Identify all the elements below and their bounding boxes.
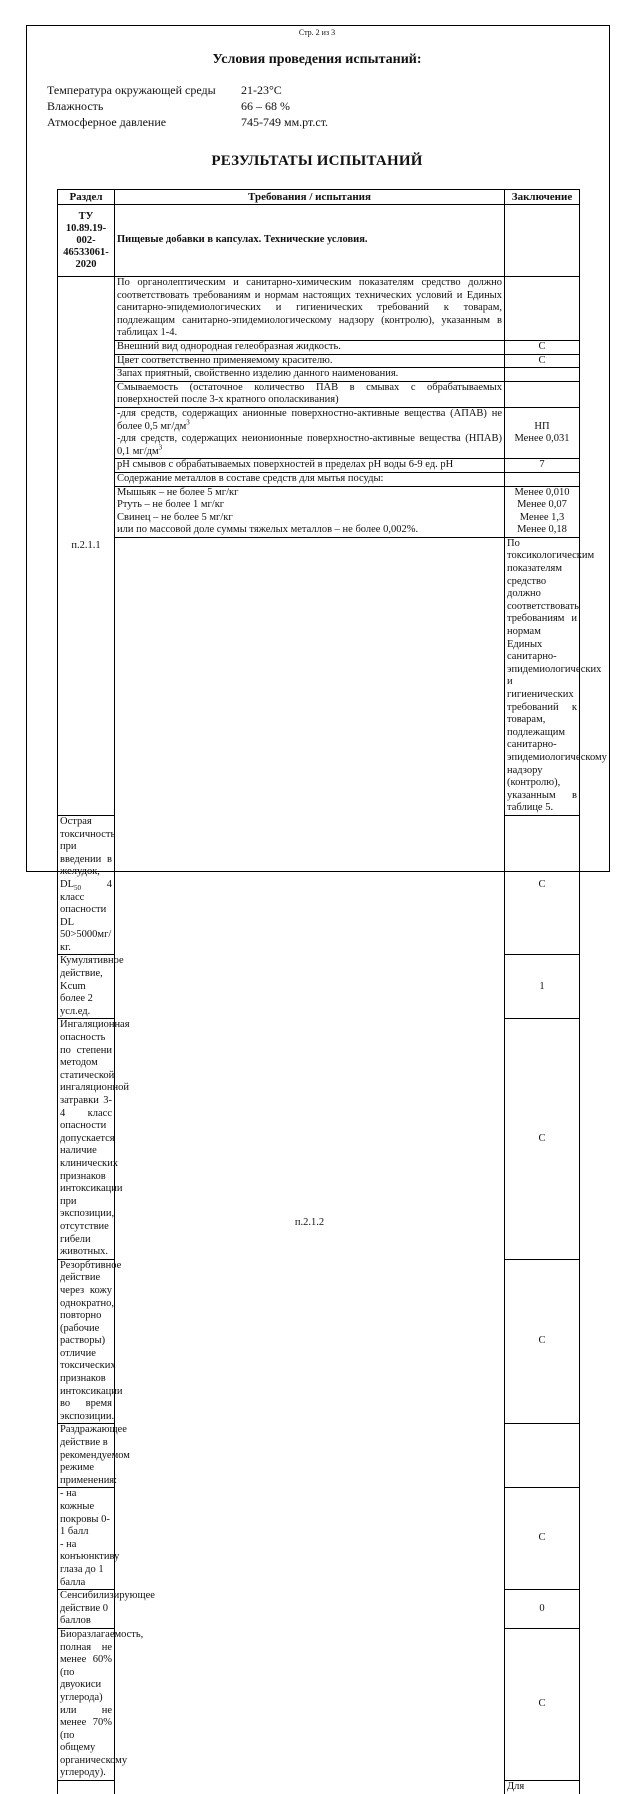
requirement-cell: Кумулятивное действие, Kcum более 2 усл.ед. [58,955,115,1019]
condition-value: 66 – 68 % [241,99,290,113]
table-row [58,459,580,473]
header-section: Раздел [58,190,115,205]
condition-label: Температура окружающей среды [47,83,216,97]
conclusion-cell [505,368,580,382]
conditions-list [47,82,328,130]
metal-result: Менее 0,18 [517,524,567,536]
irritant-skin: - на кожные покровы 0-1 балл [60,1488,110,1538]
requirement-cell: По органолептическим и санитарно-химическим показателям средство должно соответствовать требованиям и нормам настоящих технических условий и Единых санитарно-эпидемиологических и гигиенических требований к товарам, подлежащим санитарно-эпидемиологическому надзору (контролю), указанным в таблицах 1-4. [115,277,505,341]
condition-row [47,114,328,130]
table-row [58,340,580,354]
requirement-cell [58,1488,120,1590]
table-row [58,472,580,486]
results-table [57,189,607,1794]
section-cell: п.2.1.1 [58,277,115,816]
metal-item: Свинец – не более 5 мг/кг [117,511,233,523]
page-number: Стр. 2 из 3 [298,28,336,37]
anionic-text: -для средств, содержащих анионные поверхностно-активные вещества (АПАВ) не более 0,5 $мг/дм^3$ [117,407,502,432]
table-row [58,277,580,341]
table-row [58,486,580,537]
requirement-cell: pH смывов с обрабатываемых поверхностей в пределах pH воды 6-9 ед. pH [115,459,505,473]
condition-row [47,98,328,114]
table-row [58,537,580,815]
condition-label: Атмосферное давление [47,115,167,129]
requirement-cell: Запах приятный, свойственно изделию данного наименования. [115,368,505,382]
metal-result: Менее 0,07 [517,499,567,511]
requirement-cell: Внешний вид однородная гелеобразная жидкость. [115,340,505,354]
table-row [58,368,580,382]
requirement-cell: Ингаляционная опасность по степени методом статической ингаляционной затравки 3-4 класс опасности допускается наличие клинических признаков интоксикации при экспозиции, отсутствие гибели животных. [58,1019,115,1259]
requirement-cell: Для [505,1781,580,1794]
table-row [58,407,580,458]
section-cell: п.2.1.2 [115,537,505,1794]
conclusion-cell: С [505,1628,580,1780]
nonionic-result: Менее 0,031 [514,433,570,445]
results-title: РЕЗУЛЬТАТЫ ИСПЫТАНИЙ [211,153,423,169]
tu-title-cell: Пищевые добавки в капсулах. Технические условия. [115,205,505,277]
conclusion-cell: С [505,1488,580,1590]
acute-text-b: 4 класс опасности DL 50>5000мг/кг. [60,878,112,953]
irritant-eye: - на конъюнктиву глаза до 1 балла [60,1538,120,1588]
conclusion-cell [505,381,580,407]
anionic-result: НП [534,420,550,432]
conclusion-cell: С [505,1019,580,1259]
metal-item: или по массовой доле суммы тяжелых металлов – не более 0,002%. [117,524,419,536]
requirement-cell: Цвет соответственно применяемому красителю. [115,354,505,368]
nonionic-label: -для средств, содержащих неионионные поверхностно-активные вещества (НПАВ) 0,1 мг/дм [117,433,502,457]
conditions-title: Условия проведения испытаний: [212,52,422,67]
metal-item: Ртуть – не более 1 мг/кг [117,499,225,511]
condition-value: 21-23°С [241,83,282,97]
conclusion-cell: С [505,354,580,368]
metal-item: Мышьяк – не более 5 мг/кг [117,486,239,498]
conclusion-cell: 0 [505,1590,580,1629]
metal-result: Менее 0,010 [514,486,570,498]
requirement-cell [115,407,505,458]
conclusion-cell [505,407,580,458]
tu-section-cell: ТУ 10.89.19-002-46533061-2020 [58,205,115,277]
requirement-cell: Резорбтивное действие через кожу однократно, повторно (рабочие растворы) отличие токсических признаков интоксикации во время экспозиции. [58,1259,115,1424]
table-header-row [58,190,580,205]
conclusion-cell: С [505,340,580,354]
header-requirement: Требования / испытания [115,190,505,205]
conclusion-cell: 1 [505,955,580,1019]
header-conclusion: Заключение [505,190,580,205]
conclusion-cell [505,277,580,341]
conclusion-cell: С [505,815,580,955]
section-cell [58,1781,115,1794]
requirement-cell: Раздражающее действие в рекомендуемом режиме применения: [58,1424,115,1488]
requirement-cell: Биоразлагаемость, полная не менее 60% (по двуокиси углерода) или не менее 70% (по общему органическому углероду). [58,1628,115,1780]
condition-label: Влажность [47,99,104,113]
table-row [58,381,580,407]
requirement-cell: Содержание металлов в составе средств для мытья посуды: [115,472,505,486]
table-row [58,354,580,368]
conclusion-cell [505,1424,580,1488]
acute-sub: 50 [74,884,81,892]
acute-text-a: Острая токсичность при введении в желудок, DL [60,815,116,890]
empty-cell [505,205,580,277]
requirement-cell [58,815,115,955]
requirement-cell: Сенсибилизирующее действие 0 баллов [58,1590,115,1629]
metal-result: Менее 1,3 [519,511,565,523]
requirement-cell: Смываемость (остаточное количество ПАВ в смывах с обрабатываемых поверхностей после 3-х кратного ополаскивания) [115,381,505,407]
conclusion-cell [505,486,580,537]
requirement-cell: По токсикологическим показателям средство должно соответствовать требованиям и нормам Единых санитарно-эпидемиологических и гигиенических требований к товарам, подлежащим санитарно-эпидемиологическому надзору (контролю), указанным в таблице 5. [505,537,580,815]
conclusion-cell: 7 [505,459,580,473]
condition-value: 745-749 мм.рт.ст. [241,115,329,129]
requirement-cell [115,486,505,537]
anionic-label: -для средств, содержащих анионные поверхностно-активные вещества (АПАВ) не более 0,5 мг/дм [117,407,502,432]
table-row [58,205,580,277]
conclusion-cell [505,472,580,486]
condition-row [47,82,328,98]
nonionic-text: -для средств, содержащих неионионные поверхностно-активные вещества (НПАВ) 0,1 $мг/дм^3$ [117,433,502,457]
conclusion-cell: С [505,1259,580,1424]
